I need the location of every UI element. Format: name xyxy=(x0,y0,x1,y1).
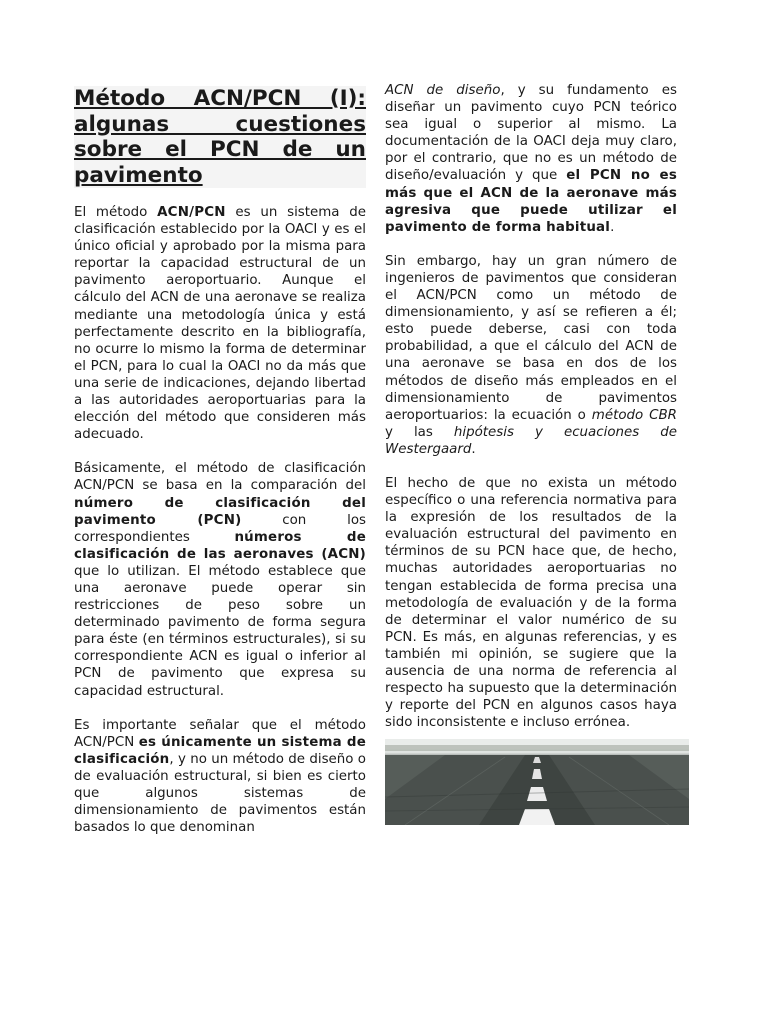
p1-text-a: El método xyxy=(74,205,158,220)
p2-bold-acn: números de clasificación de las aeronaves (ACN) xyxy=(74,529,366,562)
p2-text-a: Básicamente, el método de clasificación ACN/PCN se basa en la comparación del xyxy=(74,461,366,494)
p4-text-c: y las xyxy=(385,424,454,440)
p3-text-a: Es importante señalar que el método ACN/PCN xyxy=(74,717,366,750)
p2-text-e: que lo utilizan. El método establece que una aeronave puede operar sin restricciones de peso sobre un determinado pavimento de forma segura para éste (en términos estructurales), si su correspondiente ACN es igual o inferior al PCN de pavimento que expresa su capacidad estructural. xyxy=(74,563,366,699)
paragraph-2 xyxy=(74,460,366,699)
p3-text-e: , y su fundamento es diseñar un pavimento cuyo PCN teórico sea igual o superior al mismo. La documentación de la OACI deja muy claro, por el contrario, que no es un método de diseño/evaluación y que xyxy=(385,83,677,184)
p3-text-g: . xyxy=(610,219,615,235)
paragraph-3-continued xyxy=(385,82,677,236)
paragraph-4 xyxy=(385,253,677,458)
p1-bold-acn-pcn: ACN/PCN xyxy=(157,205,226,220)
p4-text-a: Sin embargo, hay un gran número de ingenieros de pavimentos que consideran el ACN/PCN como un método de dimensionamiento, y así se refieren a él; esto puede deberse, casi con toda probabilidad, a que el cálculo del ACN de una aeronave se basa en dos de los métodos de diseño más empleados en el dimensionamiento de pavimentos aeroportuarios: la ecuación o xyxy=(385,253,677,423)
runway-illustration xyxy=(385,739,689,825)
paragraph-1 xyxy=(74,204,366,443)
p5-text: El hecho de que no exista un método específico o una referencia normativa para la expresión de los resultados de la evaluación estructural del pavimento en términos de su PCN hace que, de hecho, muchas autoridades aeroportuarias no tengan establecida de forma precisa una metodología de evaluación y de la forma de determinar el valor numérico de su PCN. Es más, en algunas referencias, y es también mi opinión, se sugiere que la ausencia de una norma de referencia al respecto ha supuesto que la determinación y reporte del PCN en algunos casos haya sido inconsistente e incluso errónea. xyxy=(385,475,677,731)
p3-text-c: , y no un método de diseño o de evaluación estructural, si bien es cierto que algunos sistemas de dimensionamiento de pavimentos están basados lo que denominan xyxy=(74,751,366,836)
p2-text-c: con los correspondientes xyxy=(74,512,366,545)
p2-bold-pcn: número de clasificación del pavimento (PCN) xyxy=(74,495,366,528)
p3-italic-acn-diseno: ACN de diseño xyxy=(385,83,501,98)
paragraph-5 xyxy=(385,475,677,731)
runway-photo xyxy=(385,739,689,825)
p3-bold-pcn-definition: el PCN no es más que el ACN de la aeronave más agresiva que puede utilizar el pavimento de forma habitual xyxy=(385,168,677,235)
right-column xyxy=(385,82,677,825)
article-title: Método ACN/PCN (I): algunas cuestiones sobre el PCN de un pavimento xyxy=(74,86,366,188)
p4-italic-cbr: método CBR xyxy=(591,407,677,423)
left-column xyxy=(74,82,366,836)
p1-text-c: es un sistema de clasificación establecido por la OACI y es el único oficial y aprobado por la misma para reportar la capacidad estructural de un pavimento aeroportuario. Aunque el cálculo del ACN de una aeronave se realiza mediante una metodología única y está perfectamente descrito en la bibliografía, no ocurre lo mismo la forma de determinar el PCN, para lo cual la OACI no da más que una serie de indicaciones, dejando libertad a las autoridades aeroportuarias para la elección del método que consideren más adecuado. xyxy=(74,205,366,443)
p3-bold-clasificacion: es únicamente un sistema de clasificación xyxy=(74,734,366,767)
paragraph-3 xyxy=(74,717,366,837)
p4-italic-westergaard: hipótesis y ecuaciones de Westergaard xyxy=(385,424,678,457)
p4-text-e: . xyxy=(471,441,476,457)
